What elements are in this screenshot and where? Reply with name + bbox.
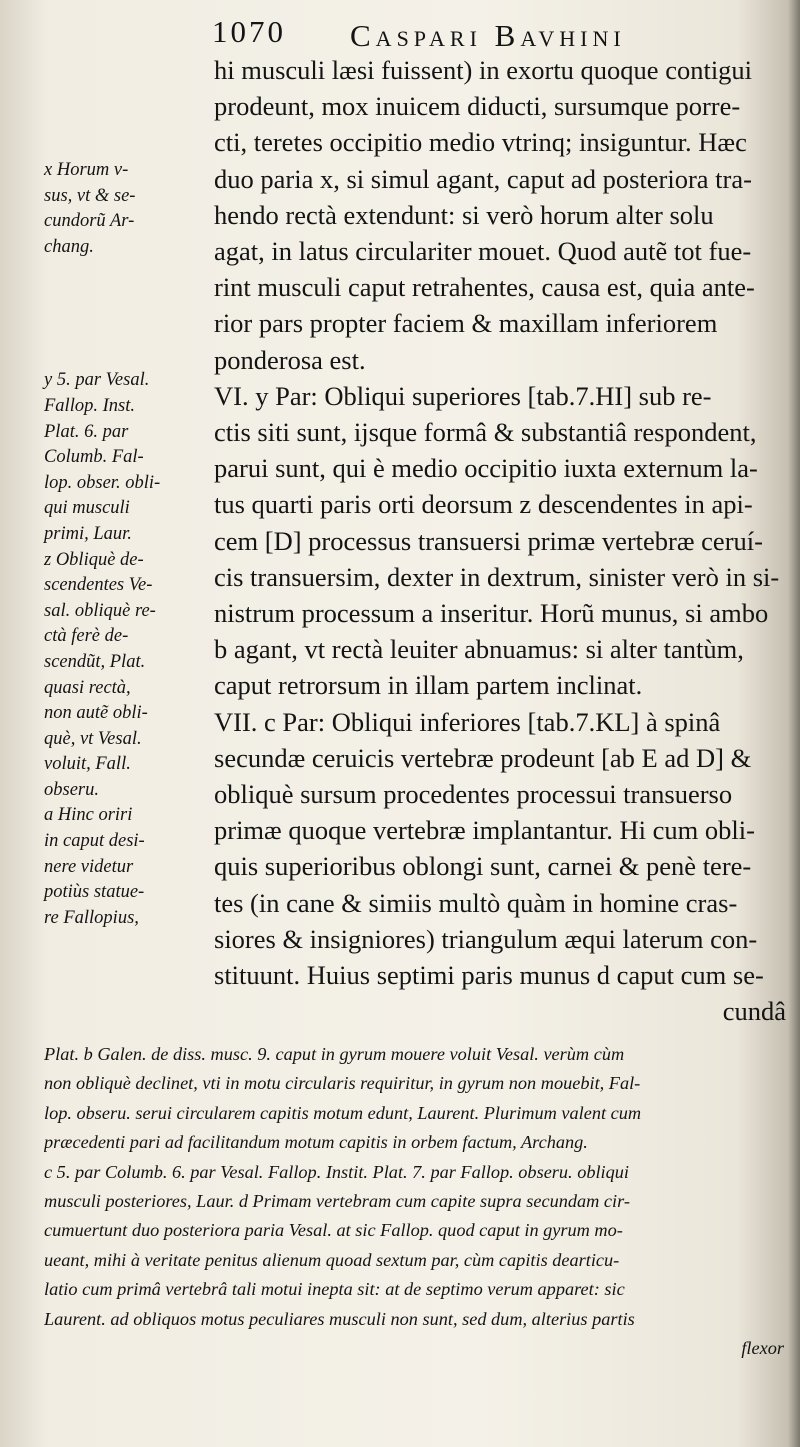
margin-note-line: Plat. 6. par bbox=[44, 421, 129, 442]
section-heading-vi: VI. y Par: Obliqui superiores [tab.7.HI] sub re- bbox=[214, 380, 712, 411]
margin-note-x bbox=[44, 158, 214, 260]
margin-note-line: y 5. par Vesal. bbox=[44, 370, 150, 391]
footnote-line: Plat. b Galen. de diss. musc. 9. caput in gyrum mouere voluit Vesal. verùm cùm bbox=[44, 1044, 625, 1064]
main-text bbox=[214, 52, 786, 1029]
margin-note-line: què, vt Vesal. bbox=[44, 728, 142, 749]
margin-note-line: z Obliquè de- bbox=[44, 549, 144, 570]
text-line: hi musculi læsi fuissent) in exortu quoque contigui bbox=[214, 55, 753, 85]
footnote-line: latio cum primâ vertebrâ tali motui inepta sit: at de septimo verum apparet: sic bbox=[44, 1279, 625, 1300]
margin-note-line: chang. bbox=[44, 236, 94, 257]
text-line: siores & insigniores) triangulum æqui laterum con- bbox=[214, 923, 758, 954]
margin-note-line: primi, Laur. bbox=[44, 523, 132, 544]
margin-note-line: sus, vt & se- bbox=[44, 185, 136, 206]
margin-note-line: Fallop. Inst. bbox=[44, 395, 135, 416]
text-line: ctis siti sunt, ijsque formâ & substantiâ respondent, bbox=[214, 417, 757, 448]
text-line: nistrum processum a inseritur. Horũ munus, si ambo bbox=[214, 598, 769, 629]
margin-note-line: scendũt, Plat. bbox=[44, 651, 146, 672]
text-line: hendo rectà extendunt: si verò horum alter solu bbox=[214, 199, 714, 230]
margin-notes bbox=[44, 158, 214, 931]
margin-note-line: scendentes Ve- bbox=[44, 575, 153, 596]
margin-note-line: obseru. bbox=[44, 779, 99, 800]
margin-note-line: potiùs statue- bbox=[44, 882, 145, 903]
text-line: b agant, vt rectà leuiter abnuamus: si alter tantùm, bbox=[214, 634, 744, 665]
text-line: cem [D] processus transuersi primæ vertebræ ceruí- bbox=[214, 525, 763, 556]
footnote-line: præcedenti pari ad facilitandum motum capitis in orbem factum, Archang. bbox=[44, 1132, 588, 1153]
text-line: primæ quoque vertebræ implantantur. Hi cum obli- bbox=[214, 815, 755, 846]
margin-note-line: in caput desi- bbox=[44, 831, 145, 852]
page-gutter-shadow bbox=[788, 0, 800, 1447]
margin-note-line: lop. obser. obli- bbox=[44, 472, 161, 493]
text-line: parui sunt, qui è medio occipitio iuxta externum la- bbox=[214, 453, 758, 484]
text-line: tus quarti paris orti deorsum z descendentes in api- bbox=[214, 489, 753, 520]
margin-note-line: Columb. Fal- bbox=[44, 447, 144, 468]
page-number: 1070 bbox=[212, 14, 286, 49]
margin-note-line: cundorũ Ar- bbox=[44, 211, 135, 232]
text-line: agat, in latus circulariter mouet. Quod autẽ tot fue- bbox=[214, 236, 752, 267]
footnote-line: non obliquè declinet, vti in motu circularis requiritur, in gyrum non mouebit, Fal- bbox=[44, 1073, 641, 1094]
margin-note-y bbox=[44, 368, 214, 931]
text-line: cis transuersim, dexter in dextrum, sinister verò in si- bbox=[214, 561, 780, 592]
margin-note-line: re Fallopius, bbox=[44, 907, 139, 928]
margin-note-line: ctà ferè de- bbox=[44, 626, 129, 647]
text-line: caput retrorsum in illam partem inclinat. bbox=[214, 670, 643, 701]
margin-note-line: nere videtur bbox=[44, 856, 134, 877]
text-line: tes (in cane & simiis multò quàm in homine cras- bbox=[214, 887, 738, 918]
text-line: rior pars propter faciem & maxillam inferiorem bbox=[214, 308, 718, 339]
footnotes bbox=[44, 1040, 784, 1363]
text-line: rint musculi caput retrahentes, causa est, quia ante- bbox=[214, 272, 755, 303]
footnote-catchword: flexor bbox=[741, 1338, 784, 1359]
section-heading-vii: VII. c Par: Obliqui inferiores [tab.7.KL] à spinâ bbox=[214, 706, 721, 737]
footnote-line: cumuertunt duo posteriora paria Vesal. at sic Fallop. quod caput in gyrum mo- bbox=[44, 1220, 623, 1241]
footnote-line: c 5. par Columb. 6. par Vesal. Fallop. Instit. Plat. 7. par Fallop. obseru. obliqui bbox=[44, 1161, 629, 1182]
text-line: quis superioribus oblongi sunt, carnei & penè tere- bbox=[214, 851, 752, 882]
footnote-line: lop. obseru. serui circularem capitis motum edunt, Laurent. Plurimum valent cum bbox=[44, 1102, 642, 1123]
catchword: cundâ bbox=[722, 996, 786, 1027]
footnote-line: musculi posteriores, Laur. d Primam vertebram cum capite supra secundam cir- bbox=[44, 1191, 630, 1212]
margin-note-line: a Hinc oriri bbox=[44, 805, 133, 826]
margin-note-line: x Horum v- bbox=[44, 160, 129, 180]
text-line: duo paria x, si simul agant, caput ad posteriora tra- bbox=[214, 163, 752, 194]
running-title: Caspari Bavhini bbox=[350, 18, 626, 53]
text-line: obliquè sursum procedentes processui transuerso bbox=[214, 779, 733, 810]
text-line: secundæ ceruicis vertebræ prodeunt [ab E ad D] & bbox=[214, 742, 752, 773]
text-line: ponderosa est. bbox=[214, 344, 366, 375]
text-line: prodeunt, mox inuicem diducti, sursumque porre- bbox=[214, 91, 741, 122]
footnote-line: Laurent. ad obliquos motus peculiares musculi non sunt, sed dum, alterius partis bbox=[44, 1308, 635, 1329]
margin-note-line: quasi rectà, bbox=[44, 677, 131, 698]
margin-note-line: sal. obliquè re- bbox=[44, 600, 156, 621]
margin-note-line: qui musculi bbox=[44, 498, 130, 519]
footnote-line: ueant, mihi à veritate penitus alienum quoad sextum par, cùm capitis dearticu- bbox=[44, 1249, 620, 1270]
margin-note-line: non autẽ obli- bbox=[44, 703, 148, 724]
margin-note-line: voluit, Fall. bbox=[44, 754, 131, 775]
text-line: cti, teretes occipitio medio vtrinq; insiguntur. Hæc bbox=[214, 127, 747, 158]
text-line: stituunt. Huius septimi paris munus d caput cum se- bbox=[214, 960, 764, 991]
